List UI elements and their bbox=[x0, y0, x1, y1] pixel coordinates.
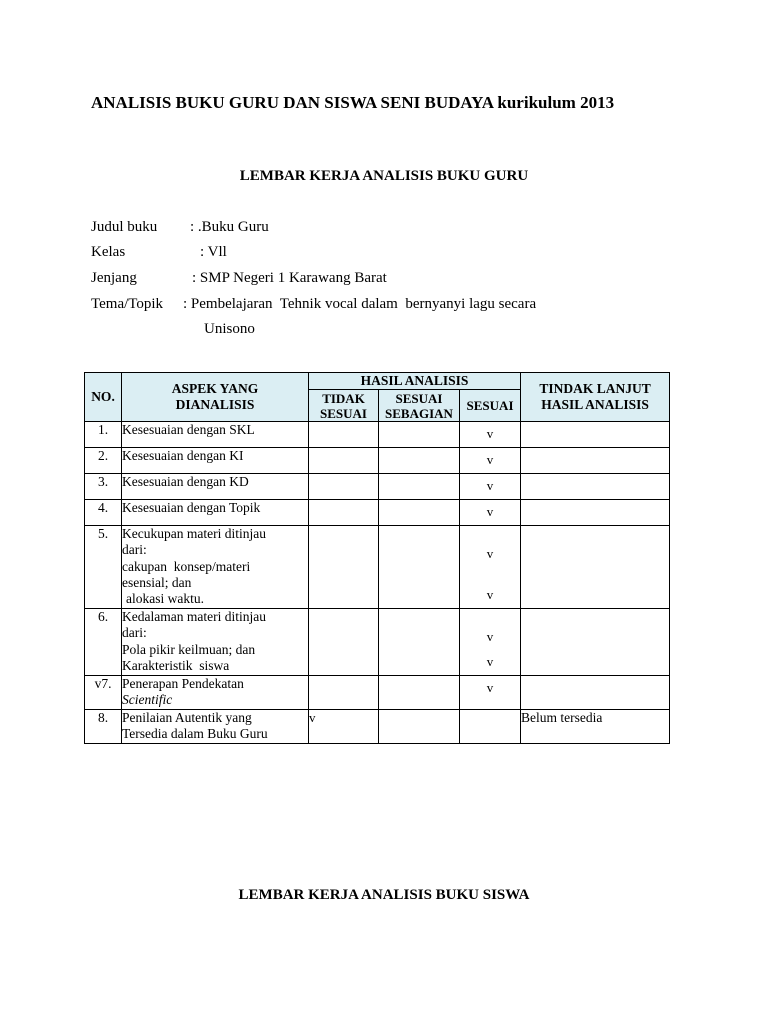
header-tindak-lanjut-line: HASIL ANALISIS bbox=[541, 397, 649, 412]
row-number: 5. bbox=[97, 526, 109, 541]
sesuai-sebagian-cell bbox=[379, 526, 460, 609]
tidak-sesuai-cell bbox=[309, 609, 379, 676]
sesuai-sebagian-cell bbox=[379, 676, 460, 710]
row-number: 3. bbox=[97, 474, 109, 489]
tidak-sesuai-cell bbox=[309, 710, 379, 744]
aspect-text: Pola pikir keilmuan; dan bbox=[122, 641, 256, 657]
header-hasil-analisis bbox=[309, 373, 521, 390]
aspect-text: Kedalaman materi ditinjau bbox=[122, 609, 266, 624]
tidak-sesuai-cell bbox=[309, 526, 379, 609]
sesuai-sebagian-cell bbox=[379, 448, 460, 474]
tindak-lanjut-cell bbox=[521, 710, 670, 744]
table-row bbox=[85, 422, 670, 448]
analysis-table bbox=[84, 372, 670, 744]
row-number-cell bbox=[85, 448, 122, 474]
tidak-sesuai-cell bbox=[309, 448, 379, 474]
aspect-text: Kesesuaian dengan SKL bbox=[122, 422, 255, 437]
mark-group bbox=[460, 422, 520, 442]
header-sesuai bbox=[460, 390, 521, 422]
mark-group bbox=[460, 546, 520, 603]
tidak-sesuai-cell bbox=[309, 474, 379, 500]
table-row bbox=[85, 526, 670, 609]
aspect-text-italic: Scientific bbox=[122, 692, 173, 708]
table-row bbox=[85, 676, 670, 710]
aspect-cell bbox=[122, 609, 309, 676]
info-value-tema-topik-continued: Unisono bbox=[204, 321, 255, 337]
info-value-tema-topik: : Pembelajaran Tehnik vocal dalam bernyanyi lagu secara bbox=[183, 296, 537, 312]
aspect-text: dari: bbox=[122, 542, 147, 558]
row-number: v7. bbox=[94, 676, 112, 691]
header-tidak-sesuai-line: SESUAI bbox=[320, 405, 367, 421]
sesuai-sebagian-cell bbox=[379, 710, 460, 744]
sesuai-cell bbox=[460, 676, 521, 710]
sesuai-cell bbox=[460, 448, 521, 474]
sesuai-sebagian-cell bbox=[379, 500, 460, 526]
row-number-cell bbox=[85, 526, 122, 609]
row-number: 4. bbox=[97, 500, 109, 515]
row-number: 6. bbox=[97, 609, 109, 624]
aspect-cell bbox=[122, 474, 309, 500]
tindak-lanjut-cell bbox=[521, 609, 670, 676]
row-number-cell bbox=[85, 474, 122, 500]
header-aspek-line: DIANALISIS bbox=[175, 397, 255, 412]
tindak-lanjut-cell bbox=[521, 526, 670, 609]
check-mark: v bbox=[486, 426, 494, 441]
section-heading-buku-guru: LEMBAR KERJA ANALISIS BUKU GURU bbox=[239, 168, 529, 184]
check-mark: v bbox=[486, 478, 494, 493]
check-mark: v bbox=[486, 629, 494, 644]
table-row bbox=[85, 710, 670, 744]
header-tidak-sesuai-line: TIDAK bbox=[322, 390, 365, 406]
row-number-cell bbox=[85, 609, 122, 676]
section-heading-buku-siswa: LEMBAR KERJA ANALISIS BUKU SISWA bbox=[238, 887, 530, 903]
header-aspek-line: ASPEK YANG bbox=[171, 381, 259, 396]
aspect-text: Penerapan Pendekatan bbox=[122, 676, 244, 691]
mark-group bbox=[460, 474, 520, 494]
tidak-sesuai-cell bbox=[309, 422, 379, 448]
sesuai-cell bbox=[460, 609, 521, 676]
aspect-text: cakupan konsep/materi bbox=[122, 558, 251, 574]
info-value-judul-buku: : .Buku Guru bbox=[190, 219, 269, 235]
info-label-jenjang: Jenjang bbox=[91, 270, 137, 286]
header-sesuai-sebagian bbox=[379, 390, 460, 422]
aspect-text: Tersedia dalam Buku Guru bbox=[122, 726, 268, 742]
info-label-tema-topik: Tema/Topik bbox=[91, 296, 164, 312]
table-body bbox=[85, 422, 670, 744]
info-value-kelas: : Vll bbox=[200, 244, 227, 260]
row-number-cell bbox=[85, 500, 122, 526]
tindak-lanjut-text: Belum tersedia bbox=[521, 710, 603, 725]
row-number-cell bbox=[85, 422, 122, 448]
header-tindak-lanjut bbox=[521, 373, 670, 422]
check-mark: v bbox=[486, 680, 494, 695]
aspect-text: Kesesuaian dengan Topik bbox=[122, 500, 261, 515]
table-row bbox=[85, 500, 670, 526]
sesuai-sebagian-cell bbox=[379, 474, 460, 500]
aspect-cell bbox=[122, 500, 309, 526]
header-tidak-sesuai bbox=[309, 390, 379, 422]
tindak-lanjut-cell bbox=[521, 676, 670, 710]
sesuai-cell bbox=[460, 500, 521, 526]
sesuai-cell bbox=[460, 710, 521, 744]
aspect-cell bbox=[122, 676, 309, 710]
document-title: ANALISIS BUKU GURU DAN SISWA SENI BUDAYA kurikulum 2013 bbox=[91, 93, 615, 112]
table-row bbox=[85, 448, 670, 474]
aspect-text: Kesesuaian dengan KI bbox=[122, 448, 244, 463]
table-row bbox=[85, 474, 670, 500]
row-number-cell bbox=[85, 676, 122, 710]
aspect-text: Penilaian Autentik yang bbox=[122, 710, 252, 725]
table-header bbox=[85, 373, 670, 422]
header-row bbox=[85, 373, 670, 390]
header-hasil-analisis-label: HASIL ANALISIS bbox=[360, 373, 469, 388]
check-mark: v bbox=[486, 587, 494, 602]
aspect-cell bbox=[122, 526, 309, 609]
tindak-lanjut-cell bbox=[521, 500, 670, 526]
header-aspek bbox=[122, 373, 309, 422]
aspect-text: Kesesuaian dengan KD bbox=[122, 474, 249, 489]
sesuai-cell bbox=[460, 474, 521, 500]
header-sesuai-label: SESUAI bbox=[466, 398, 514, 413]
tidak-sesuai-cell bbox=[309, 500, 379, 526]
tindak-lanjut-cell bbox=[521, 448, 670, 474]
row-number-cell bbox=[85, 710, 122, 744]
tindak-lanjut-cell bbox=[521, 422, 670, 448]
row-number: 8. bbox=[97, 710, 109, 725]
mark-group bbox=[460, 448, 520, 468]
aspect-text: alokasi waktu. bbox=[126, 591, 204, 606]
check-mark: v bbox=[486, 654, 494, 669]
row-number: 2. bbox=[97, 448, 109, 463]
info-value-jenjang: : SMP Negeri 1 Karawang Barat bbox=[192, 270, 387, 286]
mark-group bbox=[460, 500, 520, 520]
table-row bbox=[85, 609, 670, 676]
aspect-text: Kecukupan materi ditinjau bbox=[122, 526, 266, 541]
check-mark: v bbox=[486, 546, 494, 561]
header-sesuai-sebagian-line: SESUAI bbox=[395, 390, 443, 406]
header-no bbox=[85, 373, 122, 422]
header-tindak-lanjut-line: TINDAK LANJUT bbox=[539, 381, 651, 396]
check-mark: v bbox=[309, 710, 316, 725]
aspect-cell bbox=[122, 448, 309, 474]
aspect-text: dari: bbox=[122, 625, 147, 641]
info-label-judul-buku: Judul buku bbox=[91, 219, 158, 235]
aspect-cell bbox=[122, 422, 309, 448]
tindak-lanjut-cell bbox=[521, 474, 670, 500]
aspect-text: Karakteristik siswa bbox=[122, 657, 230, 673]
sesuai-sebagian-cell bbox=[379, 609, 460, 676]
tidak-sesuai-cell bbox=[309, 676, 379, 710]
sesuai-sebagian-cell bbox=[379, 422, 460, 448]
row-number: 1. bbox=[97, 422, 109, 437]
header-sesuai-sebagian-line: SEBAGIAN bbox=[385, 405, 453, 421]
check-mark: v bbox=[486, 452, 494, 467]
info-label-kelas: Kelas bbox=[91, 244, 126, 260]
check-mark: v bbox=[486, 504, 494, 519]
aspect-text: esensial; dan bbox=[122, 574, 192, 590]
mark-group bbox=[460, 676, 520, 696]
aspect-cell bbox=[122, 710, 309, 744]
header-no-label: NO. bbox=[91, 389, 115, 404]
mark-group bbox=[460, 629, 520, 670]
sesuai-cell bbox=[460, 422, 521, 448]
sesuai-cell bbox=[460, 526, 521, 609]
